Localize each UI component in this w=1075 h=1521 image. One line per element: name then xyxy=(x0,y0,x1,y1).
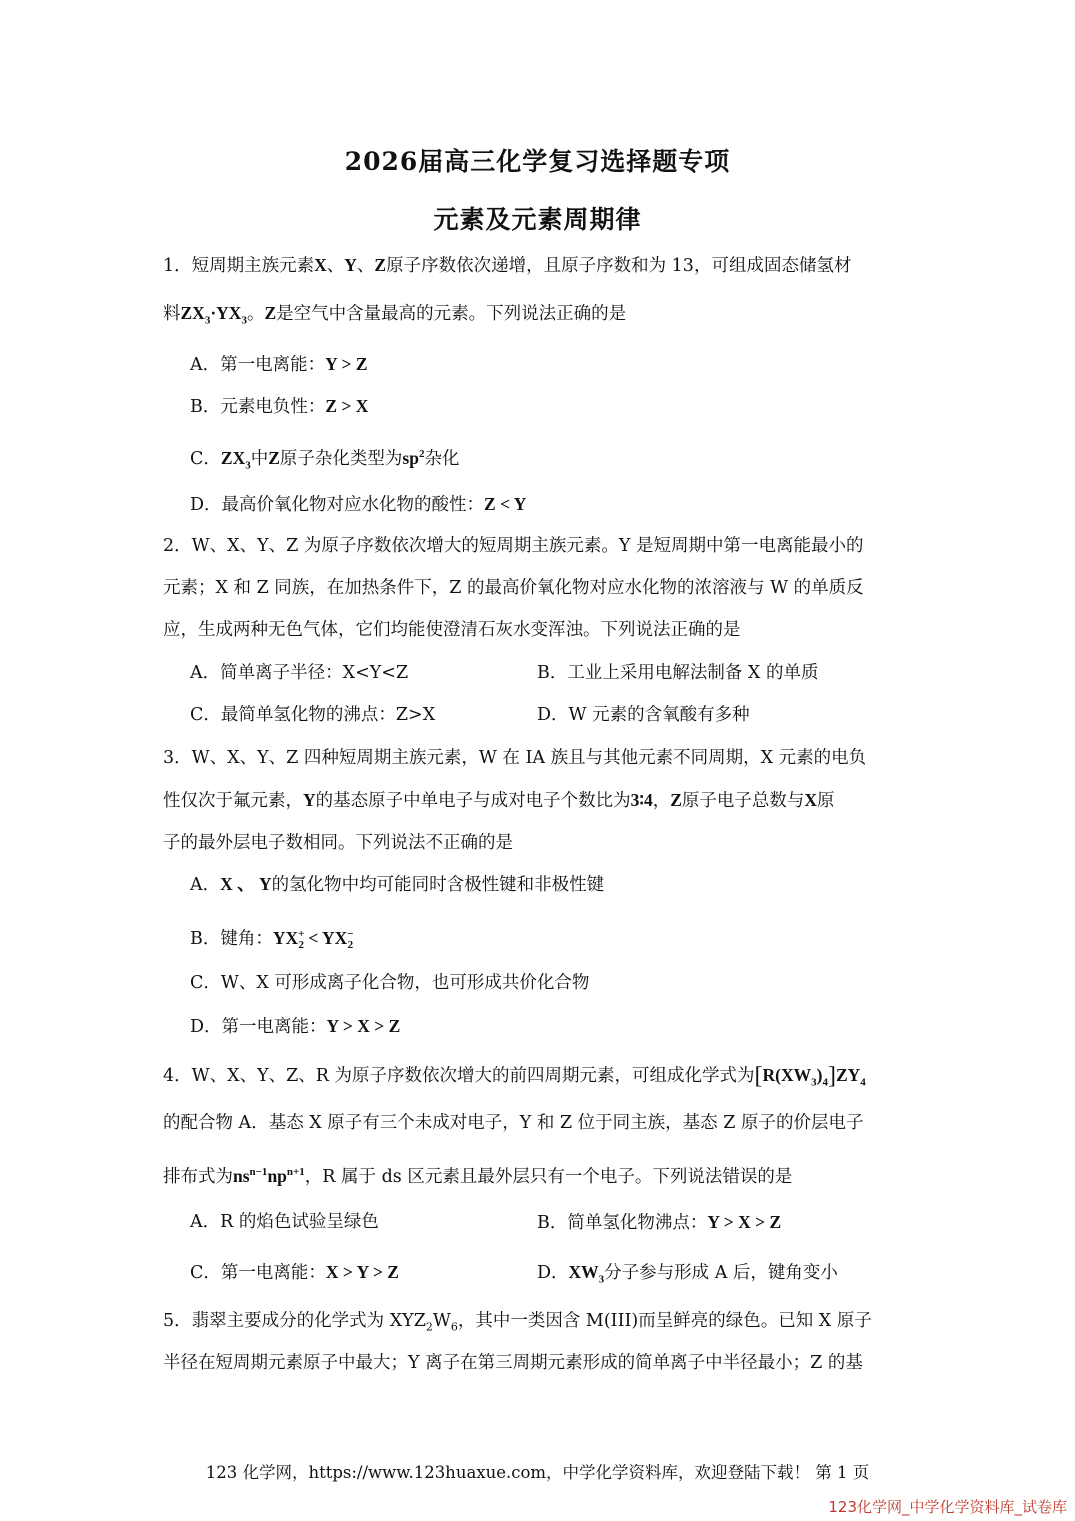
q1-option-c: C．$ZX_3$中Z原子杂化类型为$sp^2$杂化 xyxy=(190,447,460,472)
q2-option-c: C．最简单氢化物的沸点：Z>X xyxy=(190,705,436,725)
q4-line-3: 排布式为$ns^{n-1}np^{n+1}$，R 属于 ds 区元素且最外层只有一个电子。下列说法错误的是 xyxy=(163,1165,793,1187)
q2-line-2: 元素；X 和 Z 同族，在加热条件下，Z 的最高价氧化物对应水化物的浓溶液与 W 的单质反 xyxy=(163,578,864,598)
q2-option-b: B．工业上采用电解法制备 X 的单质 xyxy=(537,663,819,683)
site-watermark[interactable]: 123化学网_中学化学资料库_试卷库 xyxy=(828,1498,1067,1516)
document-title: 2026届高三化学复习选择题专项 xyxy=(344,147,731,176)
q4-option-a: A．R 的焰色试验呈绿色 xyxy=(190,1212,379,1232)
q3-option-c: C．W、X 可形成离子化合物，也可形成共价化合物 xyxy=(190,973,590,993)
q3-option-d: D．第一电离能：Y > X > Z xyxy=(190,1016,401,1037)
q5-line-1: 5．翡翠主要成分的化学式为 $XYZ_2W_6$，其中一类因含 M(III)而呈鲜亮的绿色。已知 X 原子 xyxy=(163,1311,872,1334)
document-subtitle: 元素及元素周期律 xyxy=(433,205,642,234)
q3-option-a: A．X 、 Y的氢化物中均可能同时含极性键和非极性键 xyxy=(190,874,605,895)
q2-line-3: 应，生成两种无色气体，它们均能使澄清石灰水变浑浊。下列说法正确的是 xyxy=(163,620,741,640)
q1-line-2: 料$ZX_3\cdot YX_3$。Z是空气中含量最高的元素。下列说法正确的是 xyxy=(163,303,627,327)
q4-option-b: B．简单氢化物沸点：Y > X > Z xyxy=(537,1212,782,1233)
q2-option-d: D．W 元素的含氧酸有多种 xyxy=(537,705,750,725)
q2-line-1: 2．W、X、Y、Z 为原子序数依次增大的短周期主族元素。Y 是短周期中第一电离能最小的 xyxy=(163,536,864,556)
q4-option-d: D．$XW_3$分子参与形成 A 后，键角变小 xyxy=(537,1262,838,1286)
q4-option-c: C．第一电离能：X > Y > Z xyxy=(190,1262,399,1283)
q1-option-b: B．元素电负性：Z > X xyxy=(190,396,369,417)
q1-line-1: 1．短周期主族元素X、Y、Z原子序数依次递增，且原子序数和为 13，可组成固态储氢材 xyxy=(163,255,852,276)
q3-line-2: 性仅次于氟元素，Y的基态原子中单电子与成对电子个数比为3∶4，Z原子电子总数与X原 xyxy=(163,790,835,811)
q4-line-2: 的配合物 A．基态 X 原子有三个未成对电子，Y 和 Z 位于同主族，基态 Z 原子的价层电子 xyxy=(163,1113,864,1133)
q1-option-a: A．第一电离能：Y > Z xyxy=(190,354,368,375)
q2-option-a: A．简单离子半径：X<Y<Z xyxy=(190,663,409,683)
q1-option-d: D．最高价氧化物对应水化物的酸性：Z < Y xyxy=(190,494,527,515)
q4-line-1: 4．W、X、Y、Z、R 为原子序数依次增大的前四周期元素，可组成化学式为$[R(XW_3)_4]ZY_4$ xyxy=(163,1063,866,1089)
page-footer: 123 化学网，https://www.123huaxue.com，中学化学资料库，欢迎登陆下载！ 第 1 页 xyxy=(205,1463,870,1482)
q5-line-2: 半径在短周期元素原子中最大；Y 离子在第三周期元素形成的简单离子中半径最小；Z 的基 xyxy=(163,1353,863,1373)
q3-option-b: B．键角：$YX^+_2 < YX^-_2$ xyxy=(190,927,354,952)
q3-line-3: 子的最外层电子数相同。下列说法不正确的是 xyxy=(163,833,513,853)
q3-line-1: 3．W、X、Y、Z 四种短周期主族元素，W 在 IA 族且与其他元素不同周期，X 元素的电负 xyxy=(163,748,867,768)
